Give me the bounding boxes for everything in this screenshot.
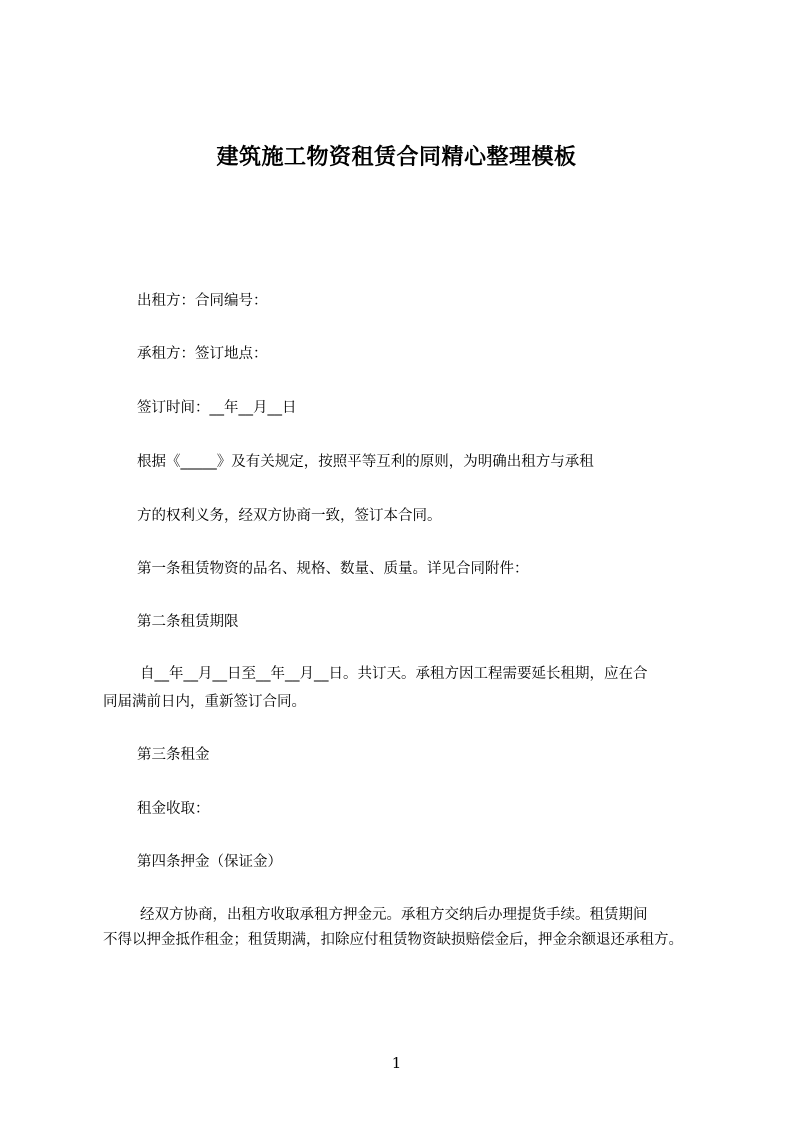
article-3-heading: 第三条租金 xyxy=(137,747,210,763)
sign-time-line: 签订时间：__年__月__日 xyxy=(137,400,297,416)
lessee-line: 承租方：签订地点： xyxy=(137,346,268,362)
document-title: 建筑施工物资租赁合同精心整理模板 xyxy=(216,145,577,170)
lessor-line: 出租方：合同编号： xyxy=(137,293,268,309)
article-2-heading: 第二条租赁期限 xyxy=(137,614,239,630)
article-1-heading: 第一条租赁物资的品名、规格、数量、质量。详见合同附件： xyxy=(137,561,529,577)
article-2-body-line-2: 同届满前日内，重新签订合同。 xyxy=(103,694,306,710)
rent-collection-line: 租金收取： xyxy=(137,801,210,817)
article-4-body-line-1: 经双方协商，出租方收取承租方押金元。承租方交纳后办理提货手续。租赁期间 xyxy=(140,907,648,923)
article-4-body-line-2 xyxy=(103,926,703,954)
page-number: 1 xyxy=(391,1054,402,1072)
article-4-heading: 第四条押金（保证金） xyxy=(137,854,282,870)
article-4-body-text: 不得以押金抵作租金；租赁期满，扣除应付租赁物资缺损赔偿金后，押金余额退还承租方。 xyxy=(103,932,683,948)
basis-line-1: 根据《_____》及有关规定，按照平等互利的原则，为明确出租方与承租 xyxy=(137,454,594,470)
basis-line-2: 方的权利义务，经双方协商一致，签订本合同。 xyxy=(137,508,442,524)
article-2-body-line-1: 自__年__月__日至__年__月__日。共订天。承租方因工程需要延长租期，应在合 xyxy=(140,666,648,682)
